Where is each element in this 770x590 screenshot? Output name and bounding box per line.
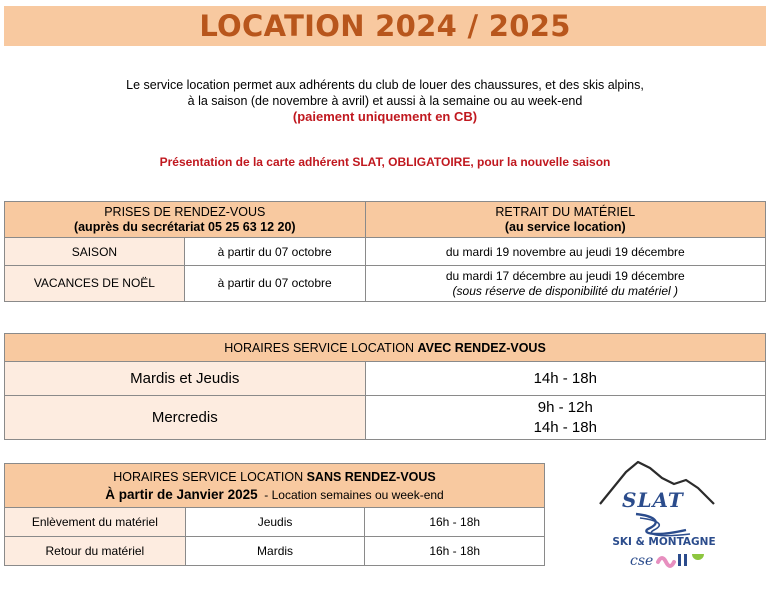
row-label: SAISON [5,238,185,266]
row-period-cell [365,266,765,302]
table-row [5,266,766,302]
hours-with-appointment-header [5,334,766,362]
table-row [5,238,766,266]
appointments-header-title: PRISES DE RENDEZ-VOUS [104,204,266,219]
appointments-table [4,201,766,302]
appointments-header [5,202,366,238]
row-hours-morning: 9h - 12h [537,398,593,416]
intro-line-1: Le service location permet aux adhérents du club de louer des chaussures, et des skis alpins, [126,78,644,92]
slat-logo [590,458,750,576]
table-row [5,362,766,396]
membership-notice: Présentation de la carte adhérent SLAT, OBLIGATOIRE, pour la nouvelle saison [159,155,611,169]
header-bold: AVEC RENDEZ-VOUS [417,340,546,355]
pickup-header-title: RETRAIT DU MATÉRIEL [495,204,636,219]
row-day: Mardis et Jeudis [5,362,366,396]
logo-name: SLAT [622,488,684,512]
row-hours: 16h - 18h [365,537,545,566]
hours-without-appointment-header [5,464,545,508]
row-hours: 16h - 18h [365,508,545,537]
subheader-bold: À partir de Janvier 2025 [105,486,258,502]
row-hours-afternoon: 14h - 18h [533,418,597,436]
hours-with-appointment-table [4,333,766,440]
payment-note: (paiement uniquement en CB) [292,109,478,124]
title-bar [4,6,766,46]
subheader-plain: - Location semaines ou week-end [257,487,444,502]
pickup-header-sub: (au service location) [504,219,626,234]
header-bold: SANS RENDEZ-VOUS [306,469,436,484]
row-day: Mardis [185,537,365,566]
row-from: à partir du 07 octobre [184,266,365,302]
page-title: LOCATION 2024 / 2025 [199,9,571,43]
secretariat-phone: (auprès du secrétariat 05 25 63 12 20) [73,219,296,234]
cse-mark: cse [630,553,654,569]
table-row [5,396,766,440]
hours-without-appointment-table [4,463,545,566]
mountain-logo-graphic [590,458,750,576]
pickup-header [365,202,765,238]
row-hours-cell [365,396,765,440]
table-row [5,537,545,566]
intro-line-2: à la saison (de novembre à avril) et aussi à la semaine ou au week-end [187,94,583,108]
row-day: Mercredis [5,396,366,440]
table-row [5,508,545,537]
header-plain: HORAIRES SERVICE LOCATION [113,469,307,484]
row-hours: 14h - 18h [365,362,765,396]
row-label: Retour du matériel [5,537,186,566]
row-period: du mardi 17 décembre au jeudi 19 décembre [445,268,685,283]
row-from: à partir du 07 octobre [184,238,365,266]
logo-tagline: SKI & MONTAGNE [612,536,716,548]
row-note: (sous réserve de disponibilité du matériel ) [452,283,678,298]
header-plain: HORAIRES SERVICE LOCATION [224,340,418,355]
row-label: Enlèvement du matériel [5,508,186,537]
row-day: Jeudis [185,508,365,537]
intro-text [0,77,770,125]
row-label: VACANCES DE NOËL [5,266,185,302]
row-period: du mardi 19 novembre au jeudi 19 décembre [365,238,765,266]
